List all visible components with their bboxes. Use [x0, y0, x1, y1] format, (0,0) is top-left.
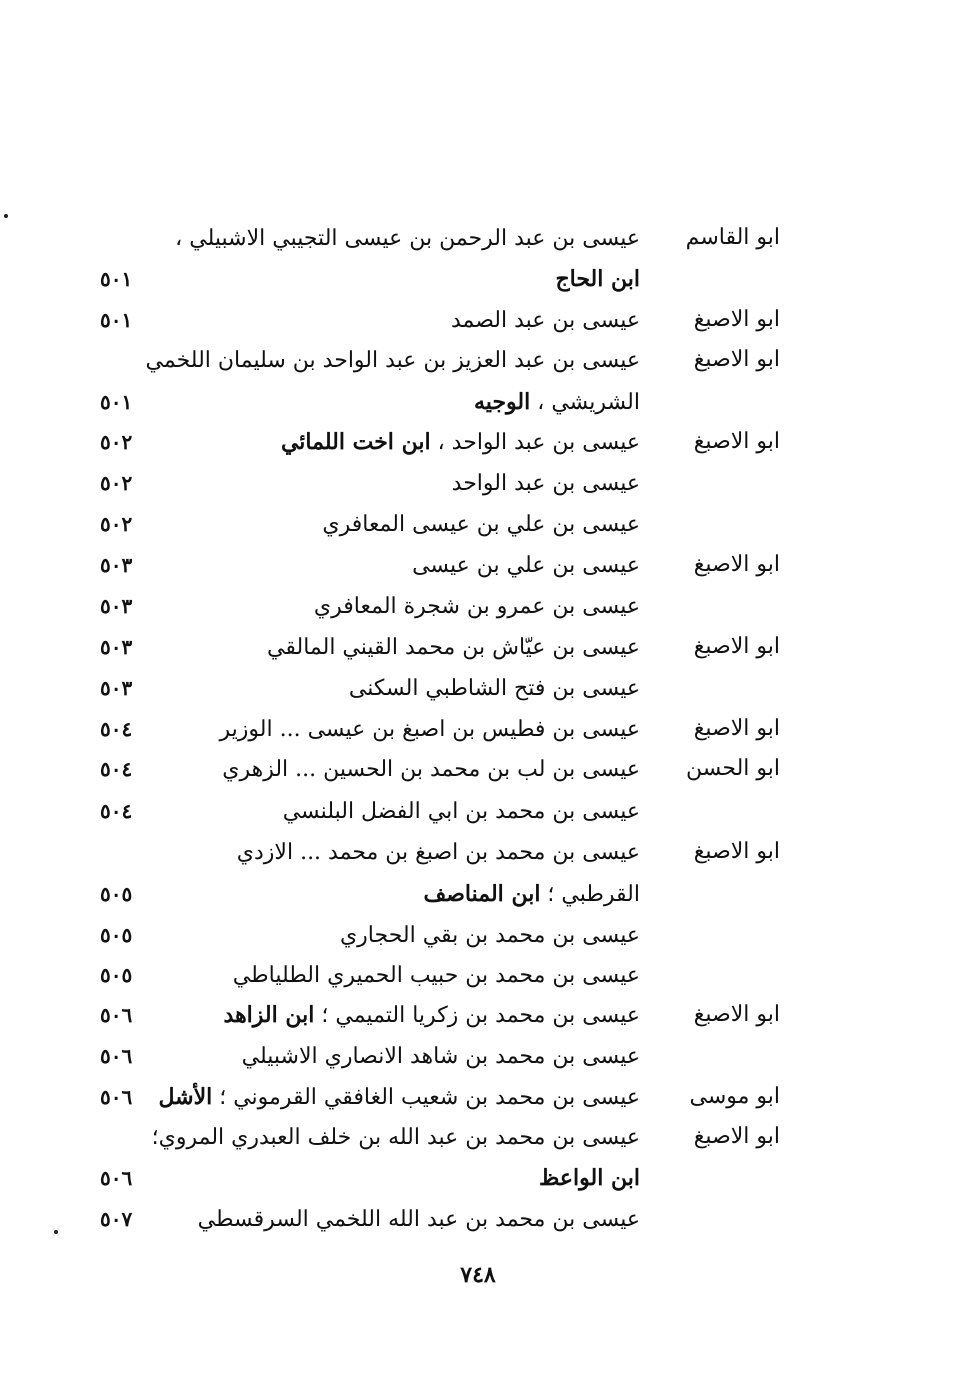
- entry-name: الشريشي ، الوجيه: [474, 389, 640, 415]
- entry-page-number: ٥٠١: [100, 267, 133, 291]
- entry-page-number: ٥٠٤: [100, 717, 133, 741]
- entry-name: عيسى بن فتح الشاطبي السكنى: [348, 676, 640, 701]
- entry-kunya: [660, 1199, 780, 1239]
- entry-kunya: [660, 955, 780, 995]
- index-entry: [0, 627, 956, 667]
- entry-kunya: ابو الاصبغ: [693, 347, 780, 372]
- entry-kunya: [660, 1158, 780, 1198]
- entry-name: عيسى بن محمد بن شعيب الغافقي القرموني ؛ الأشل: [158, 1084, 640, 1110]
- index-entry: [0, 340, 956, 380]
- entry-name: عيسى بن محمد بن عبد الله بن خلف العبدري المروي؛: [151, 1125, 640, 1150]
- entry-name: عيسى بن محمد بن اصبغ بن محمد ... الازدي: [236, 840, 640, 865]
- index-entry: [0, 382, 956, 422]
- entry-page-number: ٥٠٦: [100, 1166, 133, 1190]
- entry-name: عيسى بن محمد بن شاهد الانصاري الاشبيلي: [241, 1044, 640, 1069]
- entry-name: عيسى بن عبد الصمد: [450, 308, 640, 333]
- index-entry: [0, 1077, 956, 1117]
- entry-name: عيسى بن محمد بن ابي الفضل البلنسي: [282, 799, 640, 824]
- entry-kunya: ابو الاصبغ: [693, 716, 780, 741]
- entry-kunya: ابو موسى: [689, 1084, 780, 1109]
- index-entry: [0, 1036, 956, 1076]
- entry-page-number: ٥٠١: [100, 390, 133, 414]
- entry-nickname: ابن الزاهد: [223, 1002, 315, 1028]
- entry-nickname: الأشل: [158, 1084, 213, 1110]
- entry-name: عيسى بن فطيس بن اصبغ بن عيسى ... الوزير: [219, 717, 640, 742]
- index-entry: [0, 995, 956, 1035]
- index-entry: [0, 1117, 956, 1157]
- entry-name: [120, 259, 640, 299]
- entry-name: عيسى بن محمد بن زكريا التميمي ؛ ابن الزاهد: [223, 1002, 640, 1028]
- index-entry: [0, 832, 956, 872]
- entry-kunya: ابو الاصبغ: [693, 1002, 780, 1027]
- entry-name: عيسى بن علي بن عيسى: [412, 553, 640, 578]
- index-entry: [0, 504, 956, 544]
- entry-page-number: ٥٠٣: [100, 553, 133, 577]
- entry-kunya: ابو الاصبغ: [693, 429, 780, 454]
- entry-kunya: ابو الاصبغ: [693, 839, 780, 864]
- entry-name: عيسى بن عمرو بن شجرة المعافري: [313, 594, 640, 619]
- entry-name: عيسى بن عيّاش بن محمد القيني المالقي: [267, 635, 640, 660]
- entry-name: عيسى بن لب بن محمد بن الحسين ... الزهري: [222, 757, 640, 782]
- index-entry: [0, 668, 956, 708]
- entry-page-number: ٥٠٤: [100, 799, 133, 823]
- index-entry: [0, 749, 956, 789]
- entry-page-number: [100, 218, 170, 258]
- index-entry: [0, 586, 956, 626]
- entry-name: عيسى بن محمد بن عبد الله اللخمي السرقسطي: [197, 1207, 640, 1232]
- index-entry: [0, 791, 956, 831]
- page-number: ٧٤٨: [460, 1262, 496, 1288]
- entry-page-number: ٥٠٦: [100, 1085, 133, 1109]
- entry-kunya: [660, 504, 780, 544]
- entry-page-number: [100, 1117, 170, 1157]
- entry-kunya: ابو الاصبغ: [693, 1124, 780, 1149]
- index-entry: [0, 422, 956, 462]
- entry-page-number: ٥٠٣: [100, 635, 133, 659]
- entry-page-number: ٥٠٣: [100, 594, 133, 618]
- index-entry: [0, 300, 956, 340]
- entry-kunya: ابو الاصبغ: [693, 307, 780, 332]
- entry-page-number: ٥٠٥: [100, 963, 133, 987]
- entry-kunya: [660, 463, 780, 503]
- entry-name: عيسى بن عبد العزيز بن عبد الواحد بن سليمان اللخمي: [145, 348, 640, 373]
- entry-kunya: [660, 586, 780, 626]
- entry-kunya: [660, 382, 780, 422]
- entry-name: [120, 1158, 640, 1198]
- entry-page-number: ٥٠٥: [100, 882, 133, 906]
- entry-page-number: ٥٠٥: [100, 923, 133, 947]
- entry-page-number: ٥٠٢: [100, 512, 133, 536]
- entry-page-number: ٥٠٣: [100, 676, 133, 700]
- entry-kunya: [660, 915, 780, 955]
- entry-page-number: ٥٠٧: [100, 1207, 133, 1231]
- entry-page-number: ٥٠١: [100, 308, 133, 332]
- entry-name: عيسى بن علي بن عيسى المعافري: [322, 512, 640, 537]
- entry-name: عيسى بن محمد بن بقي الحجاري: [339, 923, 640, 948]
- entry-page-number: ٥٠٤: [100, 757, 133, 781]
- index-entry: [0, 463, 956, 503]
- entry-kunya: [660, 1036, 780, 1076]
- entry-name: عيسى بن عبد الواحد ، ابن اخت اللمائي: [280, 429, 640, 455]
- entry-page-number: ٥٠٢: [100, 430, 133, 454]
- entry-page-number: ٥٠٦: [100, 1044, 133, 1068]
- entry-name: القرطبي ؛ ابن المناصف: [423, 881, 640, 907]
- entry-kunya: ابو الاصبغ: [693, 552, 780, 577]
- entry-page-number: ٥٠٢: [100, 471, 133, 495]
- index-entry: [0, 709, 956, 749]
- index-entry: [0, 955, 956, 995]
- index-entry: [0, 1199, 956, 1239]
- entry-page-number: [100, 832, 170, 872]
- index-entry: [0, 259, 956, 299]
- entry-name: عيسى بن عبد الرحمن بن عيسى التجيبي الاشبيلي ،: [175, 226, 640, 251]
- entry-kunya: [660, 259, 780, 299]
- entry-nickname: ابن اخت اللمائي: [280, 429, 431, 455]
- entry-kunya: [660, 791, 780, 831]
- entry-name: عيسى بن محمد بن حبيب الحميري الطلياطي: [232, 963, 640, 988]
- index-entry: [0, 915, 956, 955]
- entry-name: عيسى بن عبد الواحد: [451, 471, 640, 496]
- entry-nickname: ابن المناصف: [423, 881, 541, 907]
- entry-page-number: [100, 340, 170, 380]
- index-entry: [0, 874, 956, 914]
- entry-kunya: ابو القاسم: [685, 225, 780, 250]
- index-entry: [0, 218, 956, 258]
- scan-speck: [54, 1230, 58, 1234]
- entry-page-number: ٥٠٦: [100, 1003, 133, 1027]
- scan-speck: [4, 214, 8, 218]
- index-entry: [0, 545, 956, 585]
- entry-nickname: ابن الحاج: [555, 266, 640, 292]
- index-entry: [0, 1158, 956, 1198]
- entry-kunya: [660, 668, 780, 708]
- entry-nickname: ابن الواعظ: [539, 1165, 640, 1191]
- entry-kunya: [660, 874, 780, 914]
- entry-kunya: ابو الحسن: [686, 756, 780, 781]
- entry-kunya: ابو الاصبغ: [693, 634, 780, 659]
- entry-nickname: الوجيه: [474, 389, 531, 415]
